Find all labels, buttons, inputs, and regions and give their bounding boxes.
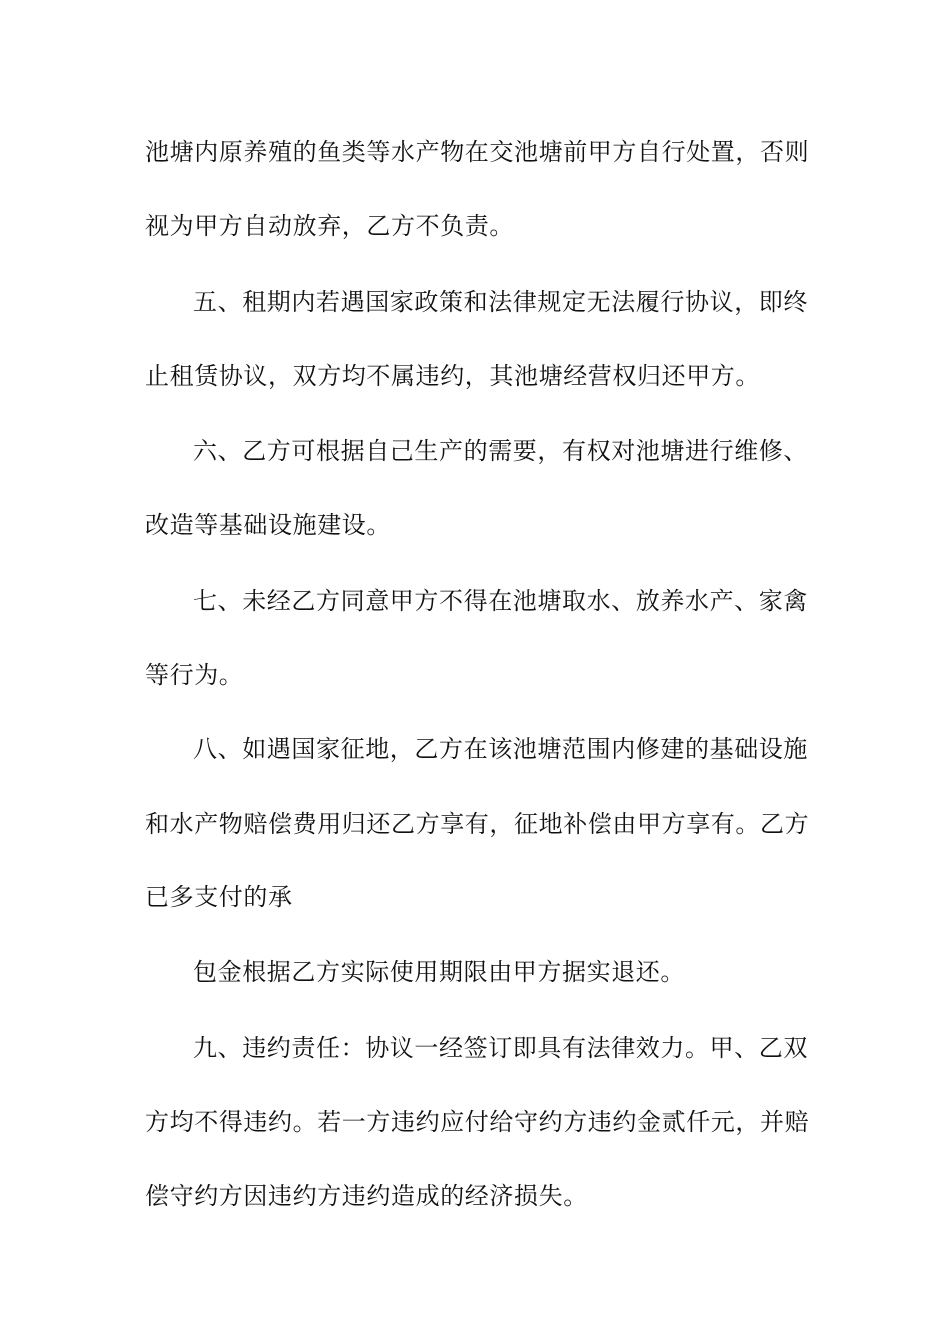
text-line: 已多支付的承	[145, 883, 293, 911]
paragraph-5-start: 五、租期内若遇国家政策和法律规定无法履行协议，即终	[193, 288, 808, 316]
text-line: 等行为。	[145, 661, 244, 689]
paragraph-7-start: 七、未经乙方同意甲方不得在池塘取水、放养水产、家禽	[193, 587, 808, 615]
text-line: 池塘内原养殖的鱼类等水产物在交池塘前甲方自行处置，否则	[145, 138, 810, 166]
text-line: 止租赁协议，双方均不属违约，其池塘经营权归还甲方。	[145, 362, 760, 390]
paragraph-8-start: 八、如遇国家征地，乙方在该池塘范围内修建的基础设施	[193, 735, 808, 763]
text-line: 改造等基础设施建设。	[145, 511, 391, 539]
text-line: 视为甲方自动放弃，乙方不负责。	[145, 212, 514, 240]
paragraph-6-start: 六、乙方可根据自己生产的需要，有权对池塘进行维修、	[193, 437, 808, 465]
text-line: 偿守约方因违约方违约造成的经济损失。	[145, 1182, 588, 1210]
paragraph-9-start: 九、违约责任：协议一经签订即具有法律效力。甲、乙双	[193, 1034, 808, 1062]
text-line: 方均不得违约。若一方违约应付给守约方违约金贰仟元，并赔	[145, 1108, 810, 1136]
text-line: 和水产物赔偿费用归还乙方享有，征地补偿由甲方享有。乙方	[145, 810, 810, 838]
text-line-indented: 包金根据乙方实际使用期限由甲方据实退还。	[193, 958, 685, 986]
